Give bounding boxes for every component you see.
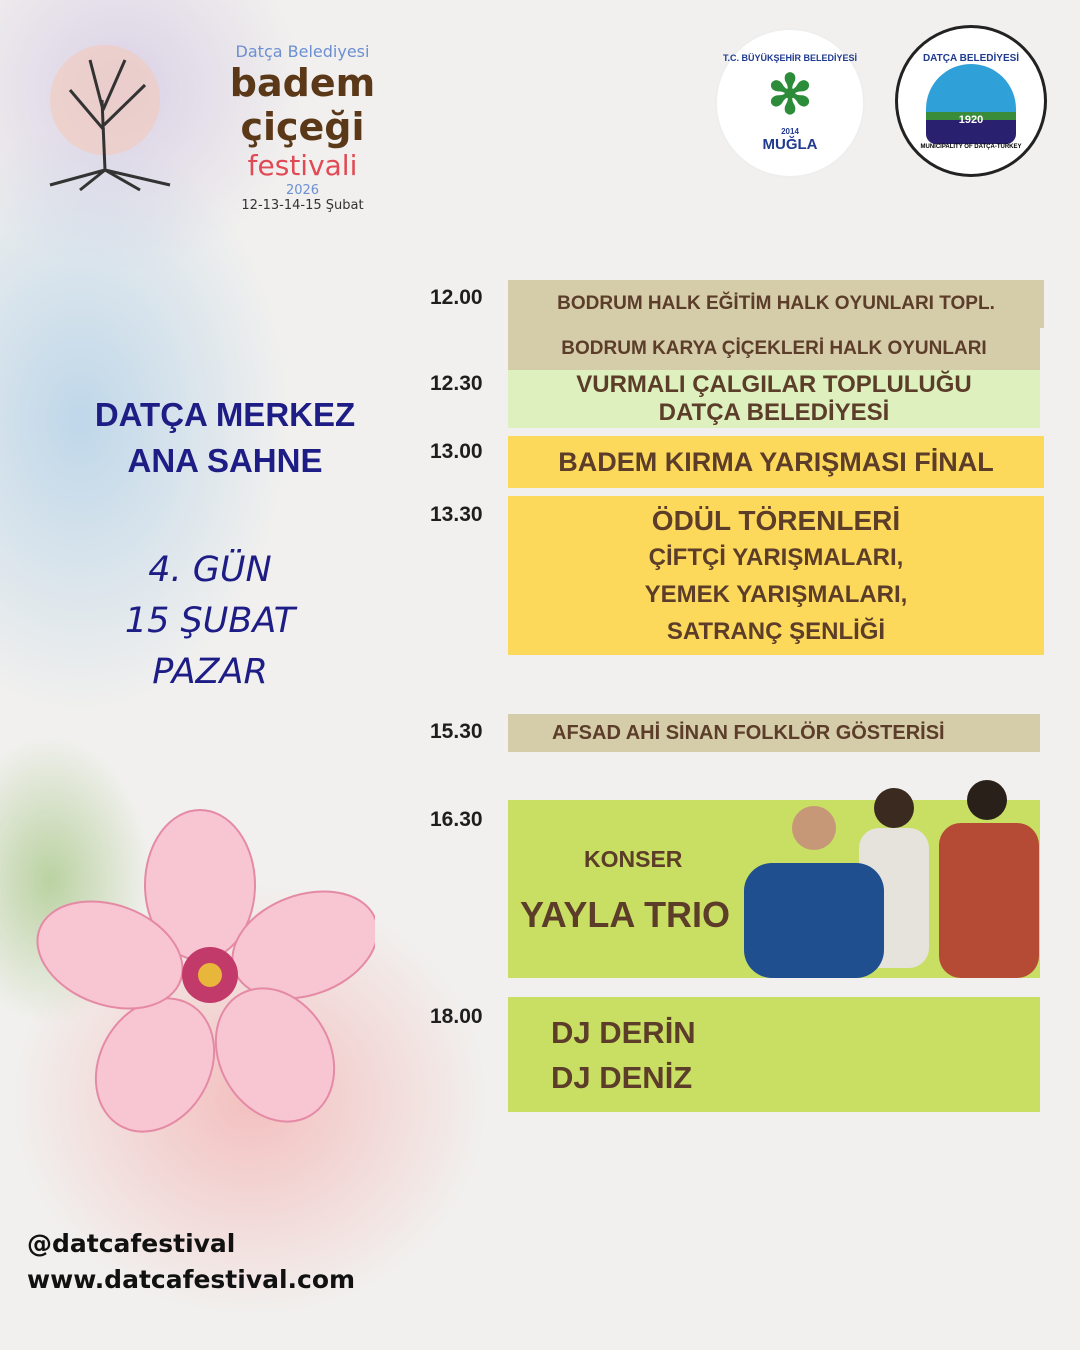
mugla-logo-top: T.C. BÜYÜKŞEHİR BELEDİYESİ [722,53,858,63]
time-1230: 12.30 [430,372,483,395]
venue-line2: ANA SAHNE [127,442,323,479]
datca-logo-bottom: MUNICIPALITY OF DATÇA-TURKEY [920,143,1022,150]
datca-logo-year: 1920 [958,113,984,126]
time-1800: 18.00 [430,1005,483,1028]
event-line: BADEM KIRMA YARIŞMASI FİNAL [558,446,994,477]
datca-logo [895,25,1047,177]
day-number: 4. GÜN [148,550,272,590]
event-line: YAYLA TRIO [520,894,731,935]
festival-dates: 12-13-14-15 Şubat [241,198,364,213]
event-line: ÖDÜL TÖRENLERİ [651,504,901,536]
day-date: 15 ŞUBAT [124,601,296,641]
event-line: BODRUM KARYA ÇİÇEKLERİ HALK OYUNLARI [561,338,987,359]
event-line: DJ DENİZ [551,1059,693,1095]
event-label: KONSER [584,846,683,872]
mugla-logo [715,28,865,178]
event-block-1200b [508,328,1040,370]
time-1300: 13.00 [430,440,483,463]
star-emblem-icon: ✻ [767,65,813,125]
organizer: Datça Belediyesi [235,42,370,61]
time-1530: 15.30 [430,720,483,743]
event-line: SATRANÇ ŞENLİĞİ [666,617,886,645]
time-1200: 12.00 [430,286,483,309]
event-line: DJ DERİN [551,1014,696,1050]
event-block-1800 [508,997,1040,1112]
festival-year: 2026 [285,183,320,198]
event-block-1300 [508,436,1044,488]
event-block-1200 [508,280,1044,328]
festival-subtitle: festivali [247,149,358,182]
event-line: BODRUM HALK EĞİTİM HALK OYUNLARI TOPL. [557,293,995,314]
datca-logo-top: DATÇA BELEDİYESİ [922,52,1020,64]
time-1330: 13.30 [430,503,483,526]
time-1630: 16.30 [430,808,483,831]
windmill-icon [926,64,1016,144]
social-handle[interactable]: @datcafestival [27,1229,236,1258]
mugla-logo-bottom: MUĞLA [762,136,818,153]
event-block-1330 [508,496,1044,655]
festival-logo [195,42,410,213]
day-info [100,545,320,698]
event-line: VURMALI ÇALGILAR TOPLULUĞU [576,371,972,398]
event-line: YEMEK YARIŞMALARI, [644,580,908,608]
footer [27,1226,355,1298]
tree-illustration [30,40,190,195]
event-line: ÇİFTÇİ YARIŞMALARI, [648,543,904,571]
event-line: AFSAD AHİ SİNAN FOLKLÖR GÖSTERİSİ [552,721,945,744]
venue-line1: DATÇA MERKEZ [94,396,356,433]
day-weekday: PAZAR [152,652,268,692]
almond-blossom-illustration [35,805,375,1135]
festival-title: badem çiçeği [229,61,376,149]
mugla-logo-year: 2014 [781,127,799,136]
band-photo [744,778,1040,978]
event-line: DATÇA BELEDİYESİ [658,399,890,426]
event-block-1530 [508,714,1040,752]
event-block-1630 [508,800,1040,978]
event-block-1230 [508,370,1040,428]
website-link[interactable]: www.datcafestival.com [27,1265,356,1294]
venue-title [60,392,390,484]
